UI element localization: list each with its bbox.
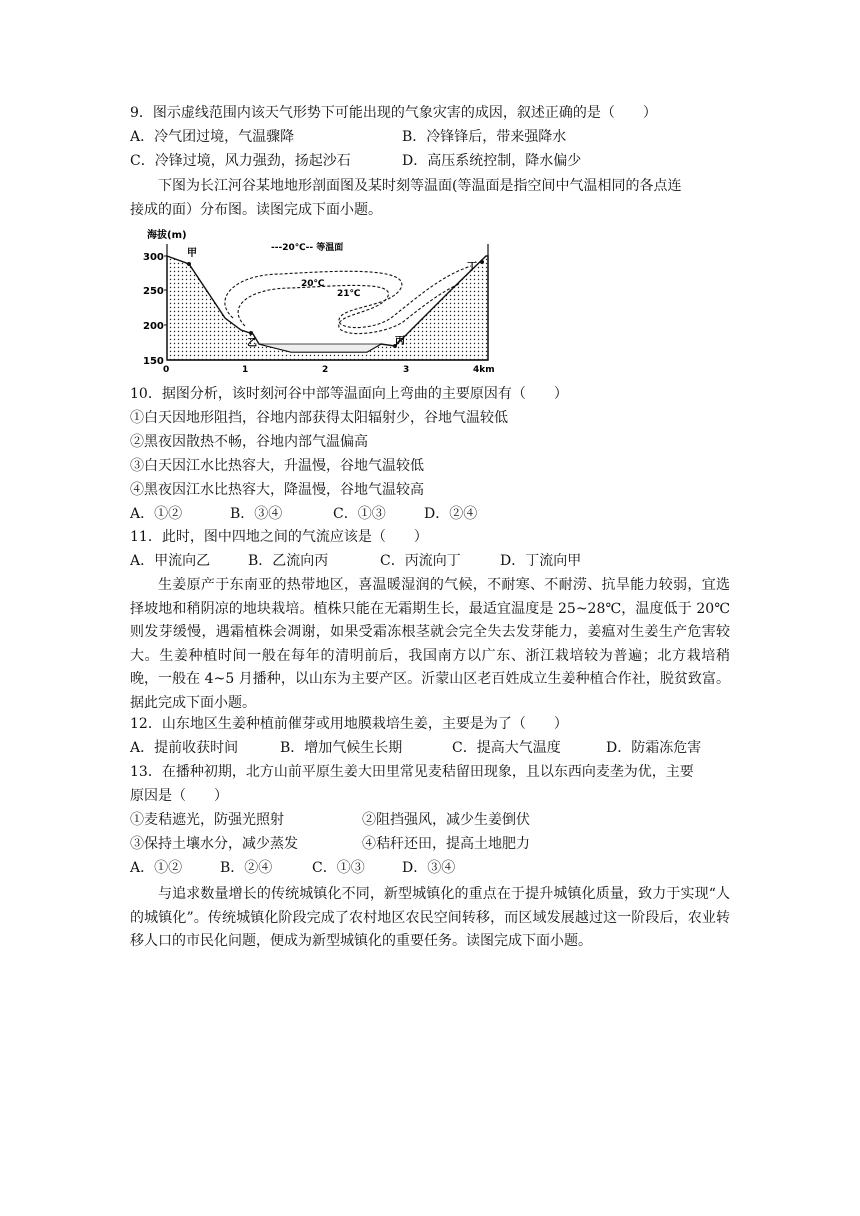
q9-option-d: D．高压系统控制，降水偏少 [402, 153, 582, 169]
q13-option-c: C．①③ [312, 860, 365, 876]
x-tick-label-0: 0 [163, 365, 170, 374]
legend-text: ---20℃-- 等温面 [271, 243, 344, 253]
marker-jia [187, 262, 191, 266]
intro2-paragraph [130, 574, 730, 715]
q13-option-a: A．①② [130, 860, 183, 876]
intro3-paragraph [130, 883, 730, 954]
intro1-line1: 下图为长江河谷某地地形剖面图及某时刻等温面(等温面是指空间中气温相同的各点连 [158, 178, 682, 194]
q13-option-d: D．③④ [402, 860, 456, 876]
q11-option-a: A．甲流向乙 [130, 553, 211, 569]
y-axis-label: 海拔(m) [147, 230, 187, 241]
q13-stem-line1: 13．在播种初期，北方山前平原生姜大田里常见麦秸留田现象，且以东西向麦垄为优，主要 [130, 764, 694, 780]
q12-option-b: B．增加气候生长期 [280, 740, 403, 756]
marker-ding [480, 260, 484, 264]
q10-option-c: C．①③ [333, 506, 386, 522]
q11-option-c: C．丙流向丁 [380, 553, 461, 569]
q9-option-a: A．冷气团过境，气温骤降 [130, 129, 295, 145]
q10-statement-4: ④黑夜因江水比热容大，降温慢，谷地气温较高 [130, 482, 424, 498]
q10-option-d: D．②④ [424, 506, 478, 522]
q13-statement-1: ①麦秸遮光，防强光照射 [130, 812, 284, 828]
q12-option-d: D．防霜冻危害 [606, 740, 702, 756]
valley-profile-figure [141, 226, 495, 374]
isotherm-21-label: 21℃ [337, 289, 361, 299]
q12-option-a: A．提前收获时间 [130, 740, 239, 756]
q11-option-b: B．乙流向丙 [248, 553, 329, 569]
q9-option-b: B．冷锋锋后，带来强降水 [402, 129, 567, 145]
q10-statement-1: ①白天因地形阻挡，谷地内部获得太阳辐射少，谷地气温较低 [130, 410, 508, 426]
x-tick-label-2: 2 [322, 365, 329, 374]
q11-stem: 11．此时，图中四地之间的气流应该是（ ） [130, 529, 428, 545]
q10-stem: 10．据图分析，该时刻河谷中部等温面向上弯曲的主要原因有（ ） [130, 386, 568, 402]
intro2-text: 生姜原产于东南亚的热带地区，喜温暖湿润的气候，不耐寒、不耐涝、抗旱能力较弱，宜选择坡地和稍阴凉的地块栽培。植株只能在无霜期生长，最适宜温度是 25~28℃，温度低于 20℃则发芽缓慢，遇霜植株会凋谢，如果受霜冻根茎就会完全失去发芽能力，姜瘟对生姜生产危害较大。生姜种植时间一般在每年的清明前后，我国南方以广东、浙江栽培较为普遍；北方栽培稍晚，一般在 4~5 月播种，以山东为主要产区。沂蒙山区老百姓成立生姜种植合作社，脱贫致富。据此完成下面小题。 [130, 577, 730, 711]
x-tick-label-4km: 4km [473, 365, 495, 374]
intro3-text: 与追求数量增长的传统城镇化不同，新型城镇化的重点在于提升城镇化质量，致力于实现“人的城镇化”。传统城镇化阶段完成了农村地区农民空间转移，而区域发展越过这一阶段后，农业转移人口的市民化问题，便成为新型城镇化的重要任务。读图完成下面小题。 [130, 886, 730, 949]
x-tick-label-3: 3 [403, 365, 410, 374]
label-ding: 丁 [467, 262, 477, 273]
valley-profile-svg [141, 226, 495, 374]
q13-statement-3: ③保持土壤水分，减少蒸发 [130, 836, 298, 852]
y-tick-label-200: 200 [143, 321, 164, 332]
x-tick-label-1: 1 [242, 365, 249, 374]
q10-option-a: A．①② [130, 506, 183, 522]
y-tick-label-250: 250 [143, 286, 164, 297]
y-tick-label-300: 300 [143, 252, 164, 263]
q12-stem: 12．山东地区生姜种植前催芽或用地膜栽培生姜，主要是为了（ ） [130, 716, 568, 732]
q13-statement-4: ④秸秆还田，提高土地肥力 [362, 836, 530, 852]
q10-statement-3: ③白天因江水比热容大，升温慢，谷地气温较低 [130, 458, 424, 474]
q13-statement-2: ②阻挡强风，减少生姜倒伏 [362, 812, 530, 828]
q13-option-b: B．②④ [220, 860, 273, 876]
q12-option-c: C．提高大气温度 [452, 740, 561, 756]
q13-stem-line2: 原因是（ ） [130, 788, 228, 804]
label-jia: 甲 [187, 248, 197, 259]
intro1-line2: 接成的面）分布图。读图完成下面小题。 [130, 202, 382, 218]
q10-statement-2: ②黑夜因散热不畅，谷地内部气温偏高 [130, 434, 368, 450]
q9-stem: 9．图示虚线范围内该天气形势下可能出现的气象灾害的成因，叙述正确的是（ ） [130, 105, 657, 121]
q9-option-c: C．冷锋过境，风力强劲，扬起沙石 [130, 153, 351, 169]
label-bing: 丙 [395, 336, 405, 347]
isotherm-20-label: 20℃ [301, 279, 325, 289]
y-tick-label-150: 150 [143, 356, 164, 367]
q11-option-d: D．丁流向甲 [500, 553, 582, 569]
marker-yi [249, 331, 253, 335]
label-yi: 乙 [247, 338, 257, 349]
q10-option-b: B．③④ [230, 506, 283, 522]
